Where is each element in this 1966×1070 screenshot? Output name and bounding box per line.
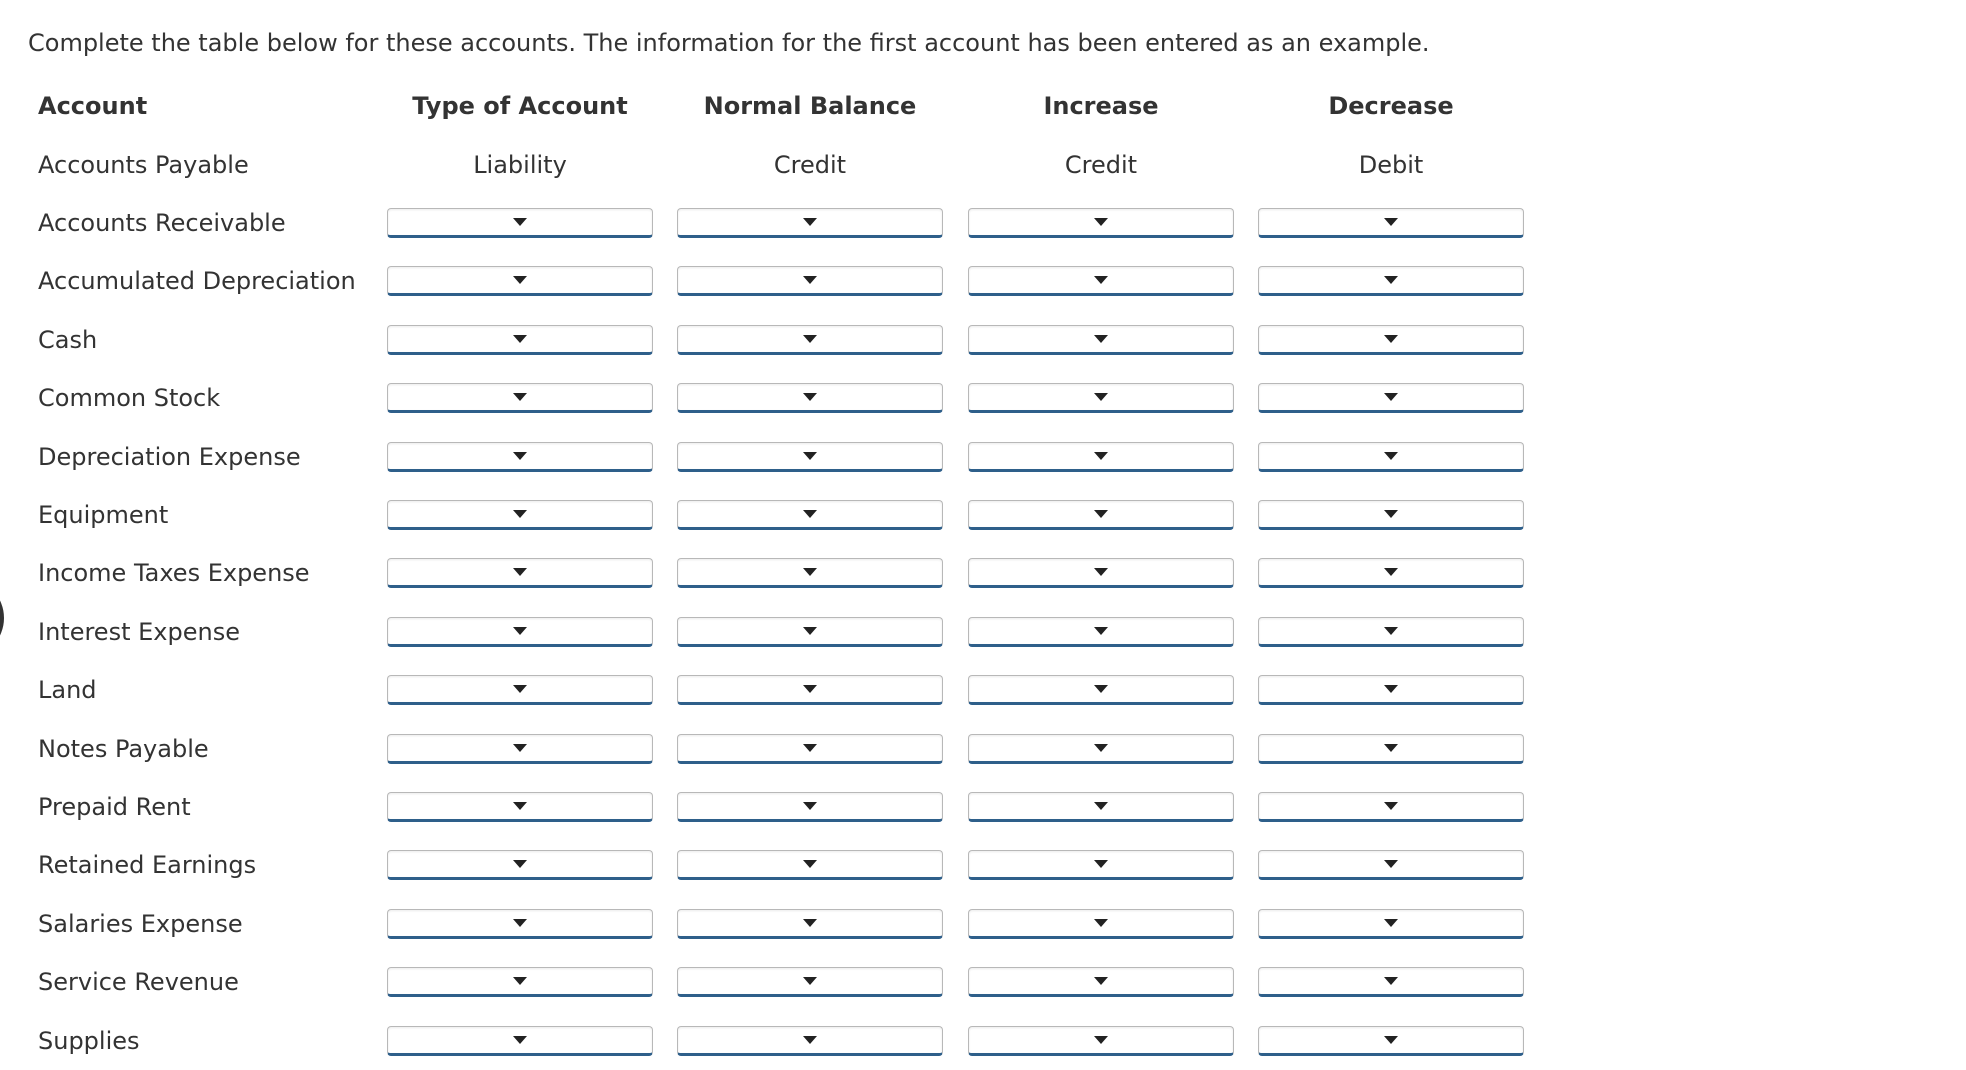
caret-down-icon: [513, 802, 527, 810]
account-name: Land: [38, 676, 97, 705]
increase-select[interactable]: [968, 675, 1234, 705]
increase-select[interactable]: [968, 909, 1234, 939]
normal-balance-select[interactable]: [677, 1026, 943, 1056]
increase-select[interactable]: [968, 792, 1234, 822]
instructions-text: Complete the table below for these accounts. The information for the first account has been entered as an example.: [28, 29, 1430, 57]
header-type-of-account: Type of Account: [412, 92, 628, 120]
decrease-select[interactable]: [1258, 442, 1524, 472]
caret-down-icon: [1384, 568, 1398, 576]
type-of-account-select[interactable]: [387, 266, 653, 296]
caret-down-icon: [803, 510, 817, 518]
table-row: [0, 720, 1560, 778]
example-type-of-account: Liability: [473, 151, 567, 179]
caret-down-icon: [513, 218, 527, 226]
caret-down-icon: [513, 393, 527, 401]
caret-down-icon: [1094, 568, 1108, 576]
caret-down-icon: [1094, 685, 1108, 693]
type-of-account-select[interactable]: [387, 850, 653, 880]
normal-balance-select[interactable]: [677, 909, 943, 939]
account-name: Accumulated Depreciation: [38, 267, 356, 296]
table-row: [0, 428, 1560, 486]
caret-down-icon: [1384, 218, 1398, 226]
type-of-account-select[interactable]: [387, 1026, 653, 1056]
table-row: [0, 603, 1560, 661]
increase-select[interactable]: [968, 208, 1234, 238]
account-name: Notes Payable: [38, 734, 209, 763]
type-of-account-select[interactable]: [387, 734, 653, 764]
type-of-account-select[interactable]: [387, 442, 653, 472]
caret-down-icon: [1094, 860, 1108, 868]
type-of-account-select[interactable]: [387, 558, 653, 588]
account-name: Service Revenue: [38, 968, 239, 997]
table-row: [0, 544, 1560, 602]
example-decrease: Debit: [1358, 151, 1424, 179]
account-name: Interest Expense: [38, 617, 240, 646]
caret-down-icon: [1384, 335, 1398, 343]
account-name: Retained Earnings: [38, 851, 257, 880]
caret-down-icon: [803, 568, 817, 576]
normal-balance-select[interactable]: [677, 734, 943, 764]
table-row: [0, 836, 1560, 894]
caret-down-icon: [1094, 510, 1108, 518]
caret-down-icon: [513, 919, 527, 927]
caret-down-icon: [1094, 393, 1108, 401]
caret-down-icon: [1384, 919, 1398, 927]
decrease-select[interactable]: [1258, 850, 1524, 880]
increase-select[interactable]: [968, 617, 1234, 647]
caret-down-icon: [513, 627, 527, 635]
table-row: [0, 486, 1560, 544]
caret-down-icon: [803, 802, 817, 810]
increase-select[interactable]: [968, 967, 1234, 997]
normal-balance-select[interactable]: [677, 500, 943, 530]
decrease-select[interactable]: [1258, 558, 1524, 588]
caret-down-icon: [803, 627, 817, 635]
caret-down-icon: [803, 335, 817, 343]
account-name: Supplies: [38, 1026, 140, 1055]
caret-down-icon: [513, 744, 527, 752]
increase-select[interactable]: [968, 558, 1234, 588]
normal-balance-select[interactable]: [677, 675, 943, 705]
caret-down-icon: [803, 393, 817, 401]
decrease-select[interactable]: [1258, 1026, 1524, 1056]
caret-down-icon: [513, 977, 527, 985]
account-name: Depreciation Expense: [38, 442, 301, 471]
type-of-account-select[interactable]: [387, 325, 653, 355]
caret-down-icon: [1384, 744, 1398, 752]
increase-select[interactable]: [968, 442, 1234, 472]
caret-down-icon: [513, 335, 527, 343]
caret-down-icon: [803, 218, 817, 226]
caret-down-icon: [803, 685, 817, 693]
table-row: [0, 661, 1560, 719]
caret-down-icon: [1094, 919, 1108, 927]
account-name: Salaries Expense: [38, 909, 243, 938]
type-of-account-select[interactable]: [387, 909, 653, 939]
account-name: Cash: [38, 325, 98, 354]
caret-down-icon: [1384, 1036, 1398, 1044]
example-increase: Credit: [1064, 151, 1138, 179]
normal-balance-select[interactable]: [677, 967, 943, 997]
decrease-select[interactable]: [1258, 383, 1524, 413]
account-name: Accounts Payable: [38, 151, 249, 179]
normal-balance-select[interactable]: [677, 792, 943, 822]
decrease-select[interactable]: [1258, 967, 1524, 997]
header-increase: Increase: [1043, 92, 1159, 120]
caret-down-icon: [1094, 452, 1108, 460]
caret-down-icon: [803, 860, 817, 868]
header-decrease: Decrease: [1328, 92, 1454, 120]
caret-down-icon: [513, 860, 527, 868]
decrease-select[interactable]: [1258, 675, 1524, 705]
table-row: [0, 369, 1560, 427]
table-row: [0, 252, 1560, 310]
increase-select[interactable]: [968, 266, 1234, 296]
caret-down-icon: [513, 685, 527, 693]
account-name: Prepaid Rent: [38, 793, 191, 821]
normal-balance-select[interactable]: [677, 208, 943, 238]
decrease-select[interactable]: [1258, 500, 1524, 530]
caret-down-icon: [513, 452, 527, 460]
caret-down-icon: [1094, 1036, 1108, 1044]
caret-down-icon: [1094, 276, 1108, 284]
increase-select[interactable]: [968, 500, 1234, 530]
decrease-select[interactable]: [1258, 617, 1524, 647]
increase-select[interactable]: [968, 850, 1234, 880]
caret-down-icon: [1094, 627, 1108, 635]
caret-down-icon: [1384, 393, 1398, 401]
caret-down-icon: [803, 744, 817, 752]
normal-balance-select[interactable]: [677, 383, 943, 413]
account-name: Common Stock: [38, 384, 221, 413]
caret-down-icon: [803, 1036, 817, 1044]
increase-select[interactable]: [968, 1026, 1234, 1056]
caret-down-icon: [1384, 685, 1398, 693]
normal-balance-select[interactable]: [677, 442, 943, 472]
caret-down-icon: [1384, 452, 1398, 460]
caret-down-icon: [803, 977, 817, 985]
account-name: Accounts Receivable: [38, 209, 286, 237]
caret-down-icon: [1094, 218, 1108, 226]
header-account: Account: [38, 92, 148, 120]
header-normal-balance: Normal Balance: [703, 92, 917, 120]
table-row: [0, 1012, 1560, 1070]
caret-down-icon: [1384, 276, 1398, 284]
increase-select[interactable]: [968, 325, 1234, 355]
caret-down-icon: [803, 452, 817, 460]
type-of-account-select[interactable]: [387, 500, 653, 530]
normal-balance-select[interactable]: [677, 617, 943, 647]
caret-down-icon: [513, 510, 527, 518]
increase-select[interactable]: [968, 383, 1234, 413]
table-row: [0, 778, 1560, 836]
caret-down-icon: [1094, 335, 1108, 343]
table-row: [0, 194, 1560, 252]
caret-down-icon: [1384, 802, 1398, 810]
caret-down-icon: [1094, 977, 1108, 985]
type-of-account-select[interactable]: [387, 383, 653, 413]
caret-down-icon: [1384, 627, 1398, 635]
type-of-account-select[interactable]: [387, 675, 653, 705]
caret-down-icon: [1094, 744, 1108, 752]
decrease-select[interactable]: [1258, 325, 1524, 355]
normal-balance-select[interactable]: [677, 325, 943, 355]
decrease-select[interactable]: [1258, 734, 1524, 764]
type-of-account-select[interactable]: [387, 208, 653, 238]
account-name: Income Taxes Expense: [38, 559, 310, 588]
caret-down-icon: [513, 568, 527, 576]
caret-down-icon: [1094, 802, 1108, 810]
caret-down-icon: [803, 276, 817, 284]
normal-balance-select[interactable]: [677, 850, 943, 880]
table-row: [0, 895, 1560, 953]
type-of-account-select[interactable]: [387, 617, 653, 647]
caret-down-icon: [513, 1036, 527, 1044]
table-row: [0, 311, 1560, 369]
type-of-account-select[interactable]: [387, 967, 653, 997]
decrease-select[interactable]: [1258, 792, 1524, 822]
decrease-select[interactable]: [1258, 208, 1524, 238]
caret-down-icon: [1384, 860, 1398, 868]
decrease-select[interactable]: [1258, 266, 1524, 296]
caret-down-icon: [1384, 977, 1398, 985]
caret-down-icon: [513, 276, 527, 284]
type-of-account-select[interactable]: [387, 792, 653, 822]
caret-down-icon: [1384, 510, 1398, 518]
caret-down-icon: [803, 919, 817, 927]
table-row: [0, 953, 1560, 1011]
decrease-select[interactable]: [1258, 909, 1524, 939]
account-name: Equipment: [38, 501, 169, 529]
normal-balance-select[interactable]: [677, 558, 943, 588]
increase-select[interactable]: [968, 734, 1234, 764]
example-normal-balance: Credit: [773, 151, 847, 179]
normal-balance-select[interactable]: [677, 266, 943, 296]
